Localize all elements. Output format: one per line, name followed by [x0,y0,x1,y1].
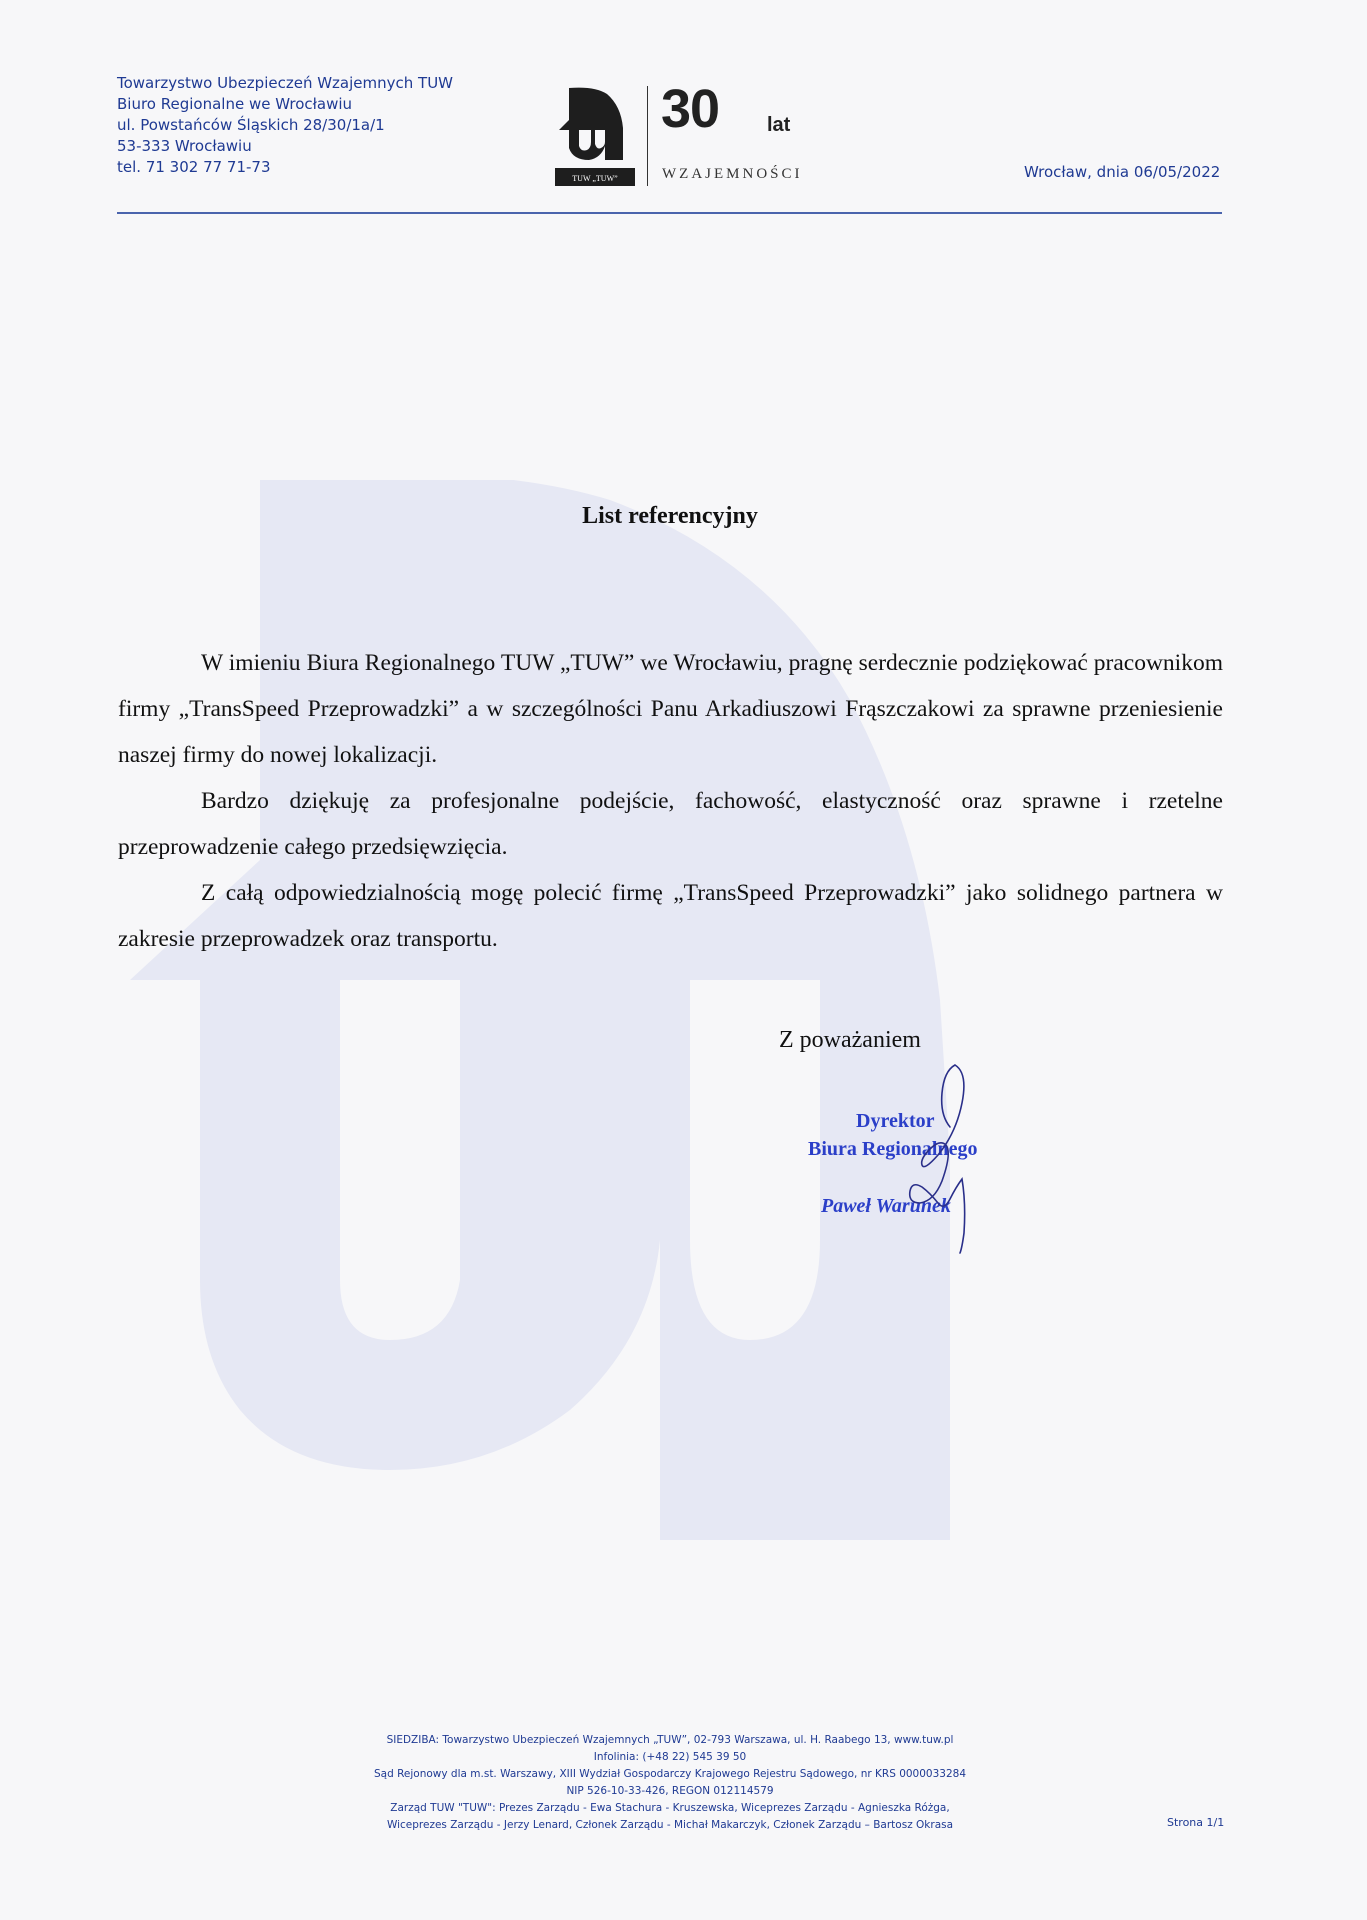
sender-line: tel. 71 302 77 71-73 [117,158,271,176]
letter-date: Wrocław, dnia 06/05/2022 [1024,163,1221,181]
stamp-office: Biura Regionalnego [808,1138,978,1160]
sender-line: Towarzystwo Ubezpieczeń Wzajemnych TUW [117,74,454,92]
body-paragraph: Z całą odpowiedzialnością mogę polecić firmę „TransSpeed Przeprowadzki” jako solidnego partnera w zakresie przeprowadzek oraz transportu. [118,880,1223,952]
logo-tagline: WZAJEMNOŚCI [662,166,803,182]
logo-divider [647,86,648,186]
sender-line: 53-333 Wrocławiu [117,137,252,155]
footer-line: SIEDZIBA: Towarzystwo Ubezpieczeń Wzajemnych „TUW”, 02-793 Warszawa, ul. H. Raabego 13, www.tuw.pl [386,1734,954,1746]
company-footer [330,1732,1010,1834]
footer-line: Infolinia: (+48 22) 545 39 50 [593,1751,747,1763]
handwritten-signature [880,1063,990,1258]
body-paragraph: W imieniu Biura Regionalnego TUW „TUW” we Wrocławiu, pragnę serdecznie podziękować pracownikom firmy „TransSpeed Przeprowadzki” a w szczególności Panu Arkadiuszowi Frąszczakowi za sprawne przeniesienie naszej firmy do nowej lokalizacji. [118,650,1223,768]
letter-body [118,640,1223,962]
footer-line: NIP 526-10-33-426, REGON 012114579 [566,1785,774,1797]
tuw-logo-watermark-icon [130,480,1367,1540]
sender-line: ul. Powstańców Śląskich 28/30/1a/1 [117,116,385,134]
page-number: Strona 1/1 [1167,1816,1225,1829]
logo-suffix: lat [767,114,791,136]
logo-number: 30 [661,79,720,139]
header-divider [117,212,1222,214]
logo-badge-text: TUW „TUW” [572,174,618,183]
tuw-logo-icon [555,84,635,190]
company-logo [555,79,805,194]
stamp-name: Paweł Warunek [821,1195,951,1217]
stamp-position: Dyrektor [856,1110,935,1132]
letter-title: List referencyjny [582,503,758,529]
footer-line: Sąd Rejonowy dla m.st. Warszawy, XIII Wydział Gospodarczy Krajowego Rejestru Sądowego, nr KRS 0000033284 [373,1768,966,1780]
closing-salutation: Z poważaniem [779,1027,921,1053]
sender-line: Biuro Regionalne we Wrocławiu [117,95,353,113]
footer-line: Wiceprezes Zarządu - Jerzy Lenard, Członek Zarządu - Michał Makarczyk, Członek Zarządu – Bartosz Okrasa [386,1819,954,1831]
sender-address [117,73,453,178]
footer-line: Zarząd TUW "TUW": Prezes Zarządu - Ewa Stachura - Kruszewska, Wiceprezes Zarządu - Agnieszka Różga, [390,1802,950,1814]
body-paragraph: Bardzo dziękuję za profesjonalne podejście, fachowość, elastyczność oraz sprawne i rzetelne przeprowadzenie całego przedsięwzięcia. [118,788,1223,860]
